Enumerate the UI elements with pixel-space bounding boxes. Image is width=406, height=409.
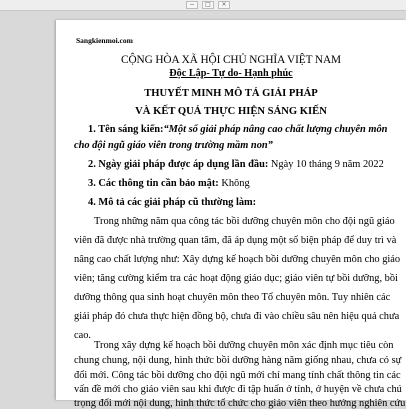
paragraph-line: viên; tăng cường kiểm tra các hoạt động giáo dục; giáo viên tự bồi dưỡng, bồi <box>74 273 398 284</box>
window-controls <box>186 0 230 10</box>
document-title-line2: VÀ KẾT QUẢ THỰC HIỆN SÁNG KIẾN <box>135 106 327 117</box>
item2-line <box>88 159 384 170</box>
document-page[interactable] <box>56 20 406 409</box>
paragraph-line: chung chung, nội dung, hình thức bồi dưỡng hàng năm giống nhau, chưa có sự <box>74 355 402 366</box>
paragraph-line: dưỡng thông qua sinh hoạt chuyên môn theo Tổ chuyên môn. Tuy nhiên các <box>74 292 391 303</box>
item1-value-part2: cho đội ngũ giáo viên trong trường mầm non” <box>74 140 273 151</box>
paragraph-line: trọng đổi mới nội dung, hình thức tổ chức cho giáo viên theo hướng nghiên cứu <box>74 398 406 409</box>
motto-text: Độc Lập- Tự do- Hạnh phúc <box>169 68 293 79</box>
item4-line <box>88 197 256 208</box>
motto-heading <box>74 68 388 79</box>
item3-line <box>88 178 250 189</box>
item3-label: 3. Các thông tin cần bảo mật: <box>88 178 219 189</box>
item1-label: 1. Tên sáng kiến: <box>88 124 164 135</box>
close-button[interactable]: × <box>218 1 230 9</box>
item2-value: Ngày 10 tháng 9 năm 2022 <box>268 159 384 170</box>
document-title-line1: THUYẾT MINH MÔ TẢ GIẢI PHÁP <box>144 88 318 99</box>
site-watermark: Sangkienmoi.com <box>76 36 133 45</box>
paragraph-line: đổi mới. Công tác bồi dưỡng cho đội ngũ mới chỉ mang tính chất thông tin các <box>74 370 401 381</box>
paragraph-line: cao. <box>74 330 92 341</box>
paragraph-line: Trong những năm qua công tác bồi dưỡng chuyên môn cho đội ngũ giáo <box>94 216 395 227</box>
paragraph-line: Trong xây dựng kế hoạch bồi dưỡng chuyên môn xác định mục tiêu còn <box>94 340 394 351</box>
item4-label: 4. Mô tả các giải pháp cũ thường làm: <box>88 197 257 208</box>
paragraph-line: giải pháp đó chưa thực hiện đồng bộ, chưa đi vào chiều sâu nên hiệu quả chưa <box>74 311 400 322</box>
nation-heading: CỘNG HÒA XÃ HỘI CHỦ NGHĨA VIỆT NAM <box>121 54 341 66</box>
item3-value: Không <box>218 178 250 189</box>
item2-label: 2. Ngày giải pháp được áp dụng lần đầu: <box>88 159 269 170</box>
item1-line2 <box>74 140 273 151</box>
paragraph-line: vấn đề mới cho giáo viên sau khi được đi tập huấn ở tỉnh, ở huyện về chưa chú <box>74 384 402 395</box>
maximize-button[interactable]: □ <box>202 1 214 9</box>
minimize-button[interactable]: − <box>186 1 198 9</box>
viewer-toolbar <box>0 0 406 11</box>
item1-value-part1: “Một số giải pháp nâng cao chất lượng chuyên môn <box>163 124 388 135</box>
item1-line1 <box>88 124 387 135</box>
paragraph-line: nâng cao chất lượng như: Xây dựng kế hoạch bồi dưỡng chuyên môn cho giáo <box>74 254 401 265</box>
paragraph-line: viên đã được nhà trường quan tâm, đã áp dụng một số biện pháp để duy trì và <box>74 235 397 246</box>
